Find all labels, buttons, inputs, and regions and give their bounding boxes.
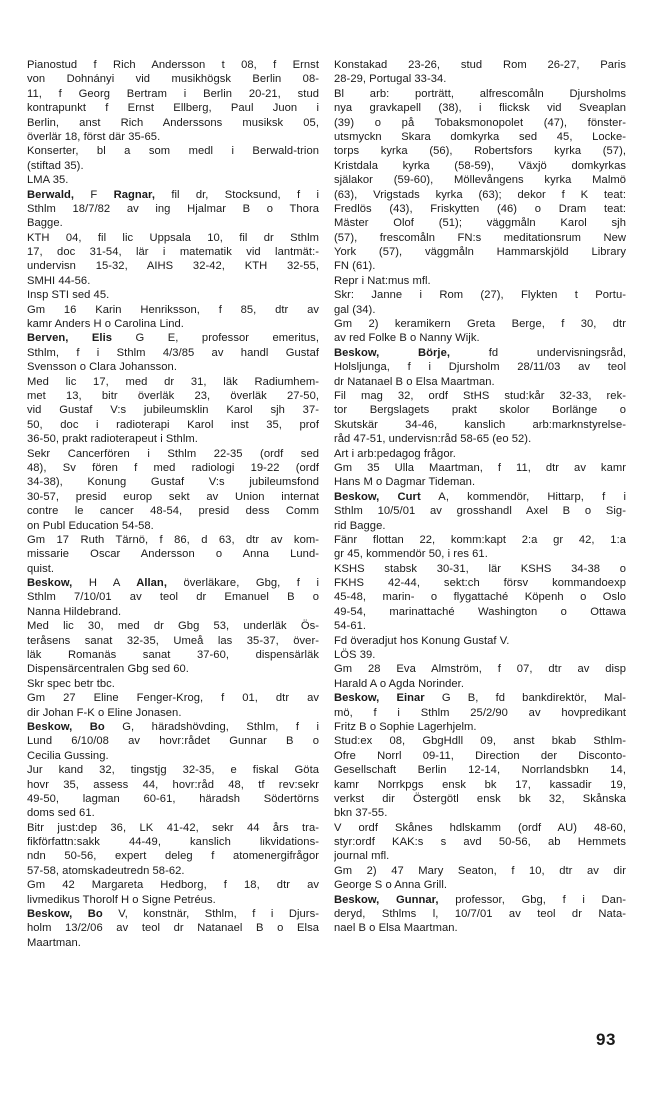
text-line bbox=[334, 432, 626, 446]
line-text: Fil mag 32, ordf StHS stud:kår 32-33, rek- bbox=[334, 389, 626, 402]
text-line bbox=[334, 72, 626, 86]
entry-given-name: Allan, bbox=[136, 577, 167, 590]
text-line bbox=[334, 864, 626, 878]
text-line bbox=[334, 447, 626, 461]
text-line bbox=[334, 403, 626, 417]
line-text: Gm 17 Ruth Tärnö, f 86, d 63, dtr av kom- bbox=[27, 533, 319, 546]
line-text: FN (61). bbox=[334, 260, 376, 273]
entry-name: Beskow, bbox=[27, 577, 73, 590]
line-text: 34-38), Konung Gustaf V:s jubileumsfond bbox=[27, 476, 319, 489]
text-line bbox=[334, 288, 626, 302]
text-line bbox=[27, 720, 319, 734]
line-text: Kristdala kyrka (58-59), Växjö domkyrkas bbox=[334, 159, 626, 172]
text-line bbox=[27, 806, 319, 820]
text-line bbox=[27, 331, 319, 345]
line-text: Skr spec betr tbc. bbox=[27, 677, 115, 690]
text-line bbox=[27, 288, 319, 302]
text-line bbox=[334, 274, 626, 288]
text-line bbox=[27, 821, 319, 835]
line-text: Gm 42 Margareta Hedborg, f 18, dtr av bbox=[27, 879, 319, 892]
text-line bbox=[334, 418, 626, 432]
text-line bbox=[334, 490, 626, 504]
text-line bbox=[334, 634, 626, 648]
text-line bbox=[334, 619, 626, 633]
line-text: Gm 27 Eline Fenger-Krog, f 01, dtr av bbox=[27, 692, 319, 705]
line-text: utsmyckn Skara domkyrka sed 45, Locke- bbox=[334, 130, 626, 143]
line-text: nael B o Elsa Maartman. bbox=[334, 922, 458, 935]
text-line bbox=[334, 519, 626, 533]
line-text: styr:ordf KAK:s s avd 50-56, ab Hemmets bbox=[334, 836, 626, 849]
text-line bbox=[27, 101, 319, 115]
line-text: Jur kand 32, tingstjg 32-35, e fiskal Göta bbox=[27, 764, 319, 777]
text-line bbox=[334, 792, 626, 806]
text-line bbox=[27, 907, 319, 921]
line-text: (63), Vrigstads kyrka (63); dekor f K teat: bbox=[334, 188, 626, 201]
text-line bbox=[334, 259, 626, 273]
text-line bbox=[334, 821, 626, 835]
text-line bbox=[27, 519, 319, 533]
line-text: Gesellschaft Berlin 12-14, Norrlandsbkn 14, bbox=[334, 764, 626, 777]
text-line bbox=[27, 778, 319, 792]
text-line bbox=[334, 144, 626, 158]
line-text: 45-48, marin- o flygattaché Köpenh o Oslo bbox=[334, 591, 626, 604]
line-text: LÖS 39. bbox=[334, 649, 376, 662]
entry-name: Berwald, bbox=[27, 188, 75, 201]
text-line bbox=[334, 101, 626, 115]
line-text: teråsens sanat 32-35, Umeå las 35-37, över- bbox=[27, 634, 319, 647]
line-text: doms sed 61. bbox=[27, 807, 95, 820]
line-text: undervisn 15-32, AIHS 32-42, KTH 32-55, bbox=[27, 260, 319, 273]
text-line bbox=[334, 590, 626, 604]
line-text: Svensson o Clara Johansson. bbox=[27, 361, 177, 374]
line-text: (stiftad 35). bbox=[27, 159, 84, 172]
line-text: gr 45, kommendör 50, i res 61. bbox=[334, 548, 488, 561]
text-line bbox=[27, 619, 319, 633]
entry-name: Beskow, Curt bbox=[334, 490, 421, 503]
line-text: Fd överadjut hos Konung Gustaf V. bbox=[334, 634, 510, 647]
line-text: on Publ Education 54-58. bbox=[27, 519, 154, 532]
text-line bbox=[27, 562, 319, 576]
text-line bbox=[27, 734, 319, 748]
line-text: Pianostud f Rich Andersson t 08, f Ernst bbox=[27, 59, 319, 71]
text-line bbox=[334, 188, 626, 202]
text-line bbox=[334, 533, 626, 547]
line-text: (57), frescomåln FN:s meditationsrum New bbox=[334, 231, 626, 244]
line-text: 17, doc 31-54, lär i matematik vid lantmät:- bbox=[27, 246, 319, 259]
text-line bbox=[27, 447, 319, 461]
line-text: Ofre Norrl 09-11, Direction der Disconto- bbox=[334, 749, 626, 762]
entry-name: Beskow, Börje, bbox=[334, 346, 451, 359]
text-line bbox=[27, 72, 319, 86]
line-text: V, konstnär, Sthlm, f i Djurs- bbox=[102, 908, 319, 921]
line-text: kontrapunkt f Ernst Ellberg, Paul Juon i bbox=[27, 102, 319, 115]
line-text: KTH 04, fil lic Uppsala 10, fil dr Sthlm bbox=[27, 231, 319, 244]
text-line bbox=[27, 418, 319, 432]
text-line bbox=[334, 346, 626, 360]
text-line bbox=[27, 648, 319, 662]
line-text: tor Bergslagets prakt skolor Borlänge o bbox=[334, 404, 626, 417]
text-line bbox=[27, 245, 319, 259]
text-line bbox=[334, 806, 626, 820]
text-line bbox=[334, 317, 626, 331]
text-line bbox=[27, 490, 319, 504]
line-text: professor, Gbg, f i Dan- bbox=[438, 893, 626, 906]
text-line bbox=[334, 576, 626, 590]
line-text: nya gravkapell (38), i flicksk vid Sveaplan bbox=[334, 102, 626, 115]
line-text: Gm 35 Ulla Maartman, f 11, dtr av kamr bbox=[334, 461, 626, 474]
text-line bbox=[334, 173, 626, 187]
text-line bbox=[27, 921, 319, 935]
text-line bbox=[334, 763, 626, 777]
right-column bbox=[334, 58, 626, 936]
line-text: SMHI 44-56. bbox=[27, 274, 91, 287]
text-line bbox=[27, 749, 319, 763]
text-line bbox=[27, 590, 319, 604]
line-text: överläkare, Gbg, f i bbox=[166, 577, 319, 590]
line-text: 49-50, lagman 60-61, häradsh Södertörns bbox=[27, 792, 319, 805]
text-line bbox=[334, 202, 626, 216]
line-text: met 13, bitr överläk 23, överläk 27-50, bbox=[27, 389, 319, 402]
text-line bbox=[27, 130, 319, 144]
line-text: Gm 2) keramikern Greta Berge, f 30, dtr bbox=[334, 318, 626, 331]
text-line bbox=[334, 504, 626, 518]
text-line bbox=[27, 547, 319, 561]
line-text: V ordf Skånes hdlskamm (ordf AU) 48-60, bbox=[334, 821, 626, 834]
text-line bbox=[334, 662, 626, 676]
line-text: själakor (59-60), Möllevångens kyrka Malmö bbox=[334, 174, 626, 187]
text-line bbox=[334, 734, 626, 748]
text-line bbox=[27, 835, 319, 849]
line-text: journal mfl. bbox=[334, 850, 390, 863]
line-text: Sekr Cancerfören i Sthlm 22-35 (ordf sed bbox=[27, 447, 319, 460]
text-line bbox=[334, 648, 626, 662]
text-line bbox=[27, 706, 319, 720]
line-text: hovr 35, assess 44, hovr:råd 48, tf rev:sekr bbox=[27, 778, 319, 791]
line-text: råd 47-51, undervisn:råd 58-65 (eo 52). bbox=[334, 433, 532, 446]
text-line bbox=[27, 576, 319, 590]
line-text: Repr i Nat:mus mfl. bbox=[334, 274, 431, 287]
text-line bbox=[334, 720, 626, 734]
line-text: fil dr, Stocksund, f i bbox=[154, 188, 319, 201]
text-line bbox=[334, 461, 626, 475]
text-line bbox=[27, 231, 319, 245]
line-text: Bl arb: porträtt, alfrescomåln Djursholms bbox=[334, 87, 626, 100]
line-text: verkst dir Östergötl ensk bk 32, Skånska bbox=[334, 792, 626, 805]
text-line bbox=[334, 245, 626, 259]
text-line bbox=[334, 87, 626, 101]
text-line bbox=[334, 691, 626, 705]
text-line bbox=[27, 360, 319, 374]
text-line bbox=[334, 475, 626, 489]
text-line bbox=[27, 878, 319, 892]
line-text: Sthlm 10/5/01 av grosshandl Axel B o Sig- bbox=[334, 505, 626, 518]
text-line bbox=[334, 130, 626, 144]
text-line bbox=[334, 778, 626, 792]
line-text: F bbox=[74, 188, 114, 201]
line-text: ndn 50-56, expert deleg f atomenergifrågor bbox=[27, 850, 319, 863]
line-text: G, häradshövding, Sthlm, f i bbox=[104, 720, 319, 733]
line-text: kamr Norrkpgs ensk bk 17, kassadir 19, bbox=[334, 778, 626, 791]
line-text: von Dohnányi vid musikhögsk Berlin 08- bbox=[27, 73, 319, 86]
text-line bbox=[27, 792, 319, 806]
line-text: Gm 28 Eva Almström, f 07, dtr av disp bbox=[334, 663, 626, 676]
line-text: Lund 6/10/08 av hovr:rådet Gunnar B o bbox=[27, 735, 319, 748]
text-line bbox=[334, 331, 626, 345]
text-line bbox=[334, 216, 626, 230]
line-text: Med lic 30, med dr Gbg 53, underläk Ös- bbox=[27, 620, 319, 633]
text-line bbox=[27, 116, 319, 130]
line-text: 49-54, marinattaché Washington o Ottawa bbox=[334, 605, 626, 618]
line-text: bkn 37-55. bbox=[334, 807, 388, 820]
text-line bbox=[27, 662, 319, 676]
line-text: Maartman. bbox=[27, 936, 81, 949]
line-text: contre le cancer 48-54, presid dess Comm bbox=[27, 505, 319, 518]
line-text: Insp STI sed 45. bbox=[27, 289, 110, 302]
line-text: 54-61. bbox=[334, 620, 367, 633]
entry-name: Berven, Elis bbox=[27, 332, 112, 345]
line-text: Skr: Janne i Rom (27), Flykten t Portu- bbox=[334, 289, 626, 302]
text-line bbox=[27, 87, 319, 101]
line-text: Gm 2) 47 Mary Seaton, f 10, dtr av dir bbox=[334, 864, 626, 877]
text-line bbox=[334, 878, 626, 892]
line-text: George S o Anna Grill. bbox=[334, 879, 448, 892]
line-text: Sthlm 7/10/01 av teol dr Emanuel B o bbox=[27, 591, 319, 604]
text-line bbox=[334, 547, 626, 561]
text-line bbox=[334, 921, 626, 935]
text-line bbox=[27, 677, 319, 691]
line-text: Stud:ex 08, GbgHdll 09, anst bkab Sthlm- bbox=[334, 735, 626, 748]
text-line bbox=[27, 403, 319, 417]
line-text: LMA 35. bbox=[27, 174, 69, 187]
text-line bbox=[334, 835, 626, 849]
text-line bbox=[334, 749, 626, 763]
line-text: FKHS 42-44, sekt:ch försv kommandoexp bbox=[334, 577, 626, 590]
line-text: Fredlös (43), Friskytten (46) o Dram teat: bbox=[334, 202, 626, 215]
text-line bbox=[334, 159, 626, 173]
line-text: av red Folke B o Nanny Wijk. bbox=[334, 332, 480, 345]
line-text: läk Romanäs sanat 37-60, dispensärläk bbox=[27, 649, 319, 662]
line-text: kamr Anders H o Carolina Lind. bbox=[27, 318, 184, 331]
line-text: Bitr just:dep 36, LK 41-42, sekr 44 års tra- bbox=[27, 821, 319, 834]
text-line bbox=[334, 231, 626, 245]
text-line bbox=[27, 461, 319, 475]
line-text: A, kommendör, Hittarp, f i bbox=[420, 490, 626, 503]
line-text: Skutskär 34-46, kanslich arb:marknstyrelse- bbox=[334, 418, 626, 431]
line-text: Fänr flottan 22, komm:kapt 2:a gr 42, 1:a bbox=[334, 533, 626, 546]
line-text: Med lic 17, med dr 31, läk Radiumhem- bbox=[27, 375, 319, 388]
text-line bbox=[27, 475, 319, 489]
text-line bbox=[27, 389, 319, 403]
line-text: torps kyrka (56), Robertsfors kyrka (57), bbox=[334, 145, 626, 158]
line-text: Gm 16 Karin Henriksson, f 85, dtr av bbox=[27, 303, 319, 316]
line-text: vid Gustaf V:s jubileumsklin Karol sjh 37- bbox=[27, 404, 319, 417]
text-line bbox=[27, 504, 319, 518]
text-line bbox=[334, 58, 626, 72]
line-text: Hans M o Dagmar Tideman. bbox=[334, 476, 476, 489]
line-text: Berlin, anst Rich Anderssons musiksk 05, bbox=[27, 116, 319, 129]
text-line bbox=[334, 303, 626, 317]
text-line bbox=[27, 864, 319, 878]
line-text: G B, fd bankdirektör, Mal- bbox=[424, 692, 626, 705]
text-line bbox=[27, 849, 319, 863]
text-line bbox=[27, 274, 319, 288]
line-text: Konstakad 23-26, stud Rom 26-27, Paris bbox=[334, 59, 626, 71]
text-line bbox=[27, 188, 319, 202]
text-line bbox=[27, 634, 319, 648]
line-text: (39) o på Tobaksmonopolet (47), fönster- bbox=[334, 116, 626, 129]
text-line bbox=[27, 144, 319, 158]
text-line bbox=[27, 533, 319, 547]
line-text: Harald A o Agda Norinder. bbox=[334, 677, 464, 690]
line-text: dir Johan F-K o Eline Jonasen. bbox=[27, 706, 182, 719]
text-line bbox=[27, 317, 319, 331]
line-text: Nanna Hildebrand. bbox=[27, 605, 122, 618]
text-line bbox=[27, 58, 319, 72]
text-line bbox=[27, 605, 319, 619]
entry-name: Beskow, Einar bbox=[334, 692, 425, 705]
text-line bbox=[334, 849, 626, 863]
text-line bbox=[334, 893, 626, 907]
text-line bbox=[334, 562, 626, 576]
line-text: Holsljunga, f i Djursholm 28/11/03 av teol bbox=[334, 361, 626, 374]
line-text: Konserter, bl a som medl i Berwald-trion bbox=[27, 145, 319, 158]
text-line bbox=[27, 936, 319, 950]
line-text: 36-50, prakt radioterapeut i Sthlm. bbox=[27, 433, 198, 446]
text-line bbox=[27, 216, 319, 230]
text-line bbox=[334, 116, 626, 130]
line-text: livmedikus Thorolf H o Signe Petréus. bbox=[27, 893, 216, 906]
text-line bbox=[27, 893, 319, 907]
line-text: 28-29, Portugal 33-34. bbox=[334, 73, 447, 86]
text-line bbox=[27, 763, 319, 777]
line-text: Fritz B o Sophie Lagerhjelm. bbox=[334, 720, 477, 733]
line-text: fikförfattn:sakk 44-49, kanslich likvidations- bbox=[27, 836, 319, 849]
text-line bbox=[334, 360, 626, 374]
line-text: 30-57, presid europ sekt av Union internat bbox=[27, 490, 319, 503]
line-text: quist. bbox=[27, 562, 55, 575]
line-text: deryd, Sthlms l, 10/7/01 av teol dr Nata- bbox=[334, 908, 626, 921]
text-line bbox=[27, 346, 319, 360]
line-text: KSHS stabsk 30-31, lär KSHS 34-38 o bbox=[334, 562, 626, 575]
text-line bbox=[27, 691, 319, 705]
entry-name: Beskow, Bo bbox=[27, 908, 103, 921]
line-text: Mäster Olof (51); väggmåln Karol sjh bbox=[334, 217, 626, 230]
text-line bbox=[27, 159, 319, 173]
text-line bbox=[27, 202, 319, 216]
text-line bbox=[27, 303, 319, 317]
line-text: Bagge. bbox=[27, 217, 63, 230]
text-line bbox=[334, 605, 626, 619]
line-text: holm 13/2/06 av teol dr Natanael B o Elsa bbox=[27, 922, 319, 935]
line-text: rid Bagge. bbox=[334, 519, 386, 532]
line-text: dr Natanael B o Elsa Maartman. bbox=[334, 375, 495, 388]
line-text: överlär 18, först där 35-65. bbox=[27, 130, 161, 143]
line-text: 50, doc i radioterapi Karol inst 35, prof bbox=[27, 418, 319, 431]
text-line bbox=[27, 259, 319, 273]
line-text: 11, f Georg Bertram i Berlin 20-21, stud bbox=[27, 87, 319, 100]
left-column bbox=[27, 58, 319, 950]
line-text: 57-58, atomskadeutredn 58-62. bbox=[27, 864, 185, 877]
line-text: gal (34). bbox=[334, 303, 376, 316]
text-line bbox=[27, 375, 319, 389]
entry-name: Beskow, Gunnar, bbox=[334, 893, 439, 906]
line-text: Cecilia Gussing. bbox=[27, 749, 109, 762]
entry-given-name: Ragnar, bbox=[113, 188, 155, 201]
line-text: fd undervisningsråd, bbox=[450, 346, 626, 359]
text-line bbox=[334, 677, 626, 691]
text-line bbox=[27, 432, 319, 446]
line-text: mö, f i Sthlm 25/2/90 av hovpredikant bbox=[334, 706, 626, 719]
text-line bbox=[334, 375, 626, 389]
line-text: Sthlm, f i Sthlm 4/3/85 av handl Gustaf bbox=[27, 346, 319, 359]
line-text: York (57), väggmåln Hammarskjöld Library bbox=[334, 246, 626, 259]
entry-name: Beskow, Bo bbox=[27, 720, 105, 733]
line-text: Dispensärcentralen Gbg sed 60. bbox=[27, 663, 189, 676]
text-line bbox=[334, 907, 626, 921]
line-text: Sthlm 18/7/82 av ing Hjalmar B o Thora bbox=[27, 202, 319, 215]
page-number: 93 bbox=[596, 1030, 616, 1049]
line-text: 48), Sv fören f med radiologi 19-22 (ordf bbox=[27, 461, 319, 474]
line-text: H A bbox=[72, 577, 137, 590]
line-text: G E, professor emeritus, bbox=[112, 332, 319, 345]
text-line bbox=[27, 173, 319, 187]
line-text: missarie Oscar Andersson o Anna Lund- bbox=[27, 548, 319, 561]
line-text: Art i arb:pedagog frågor. bbox=[334, 447, 456, 460]
text-line bbox=[334, 706, 626, 720]
text-line bbox=[334, 389, 626, 403]
